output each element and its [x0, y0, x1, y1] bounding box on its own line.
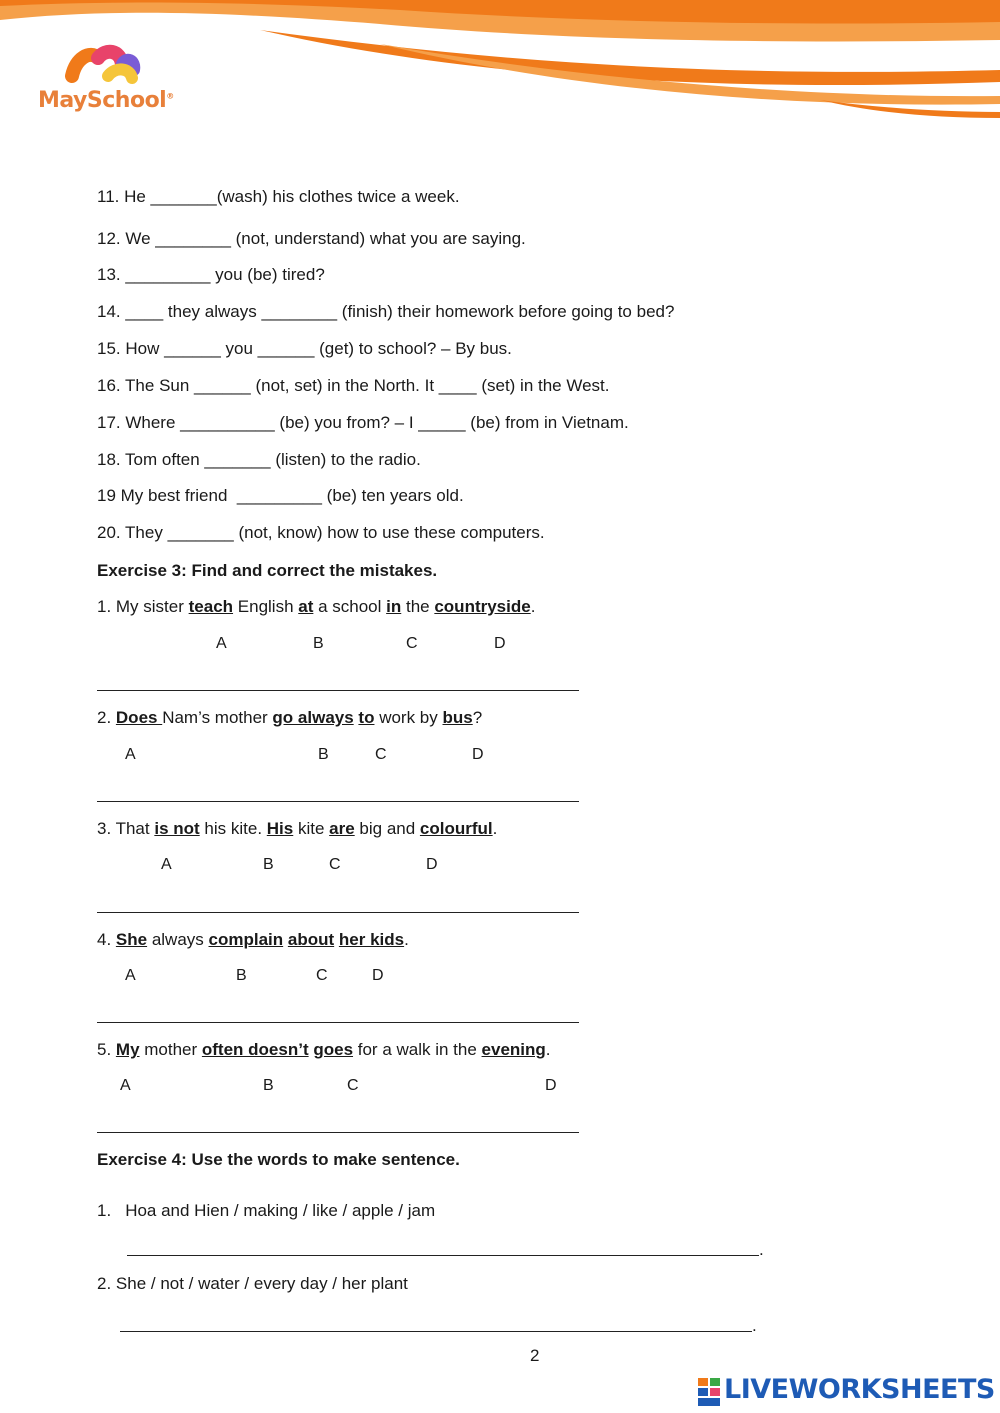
mayschool-logo-icon — [36, 38, 176, 128]
ex3-q1-option-a: A — [216, 635, 227, 652]
ex2-item-11: 11. He _______(wash) his clothes twice a week. — [97, 187, 460, 206]
ex2-item-19: 19 My best friend _________ (be) ten years old. — [97, 486, 464, 505]
ex3-q3-option-a: A — [161, 856, 172, 873]
ex2-item-15: 15. How ______ you ______ (get) to school? – By bus. — [97, 339, 512, 358]
ex2-item-13: 13. _________ you (be) tired? — [97, 265, 325, 284]
ex3-question-2: 2. Does Nam’s mother go always to work by bus? — [97, 708, 483, 727]
ex3-q5-option-c: C — [347, 1077, 359, 1094]
ex3-question-5: 5. My mother often doesn’t goes for a walk in the evening. — [97, 1040, 551, 1059]
liveworksheets-logo-icon — [698, 1376, 722, 1408]
page-number: 2 — [530, 1346, 540, 1365]
ex3-q2-option-d: D — [472, 746, 484, 763]
ex4-q1-period: . — [759, 1240, 764, 1259]
ex3-q1-option-b: B — [313, 635, 324, 652]
ex3-q2-option-b: B — [318, 746, 329, 763]
ex3-question-3: 3. That is not his kite. His kite are big and colourful. — [97, 819, 498, 838]
ex3-q3-option-b: B — [263, 856, 274, 873]
exercise-4-title: Exercise 4: Use the words to make sentence. — [97, 1150, 460, 1169]
ex4-q2-period: . — [752, 1316, 757, 1335]
ex3-question-1: 1. My sister teach English at a school in the countryside. — [97, 597, 536, 616]
ex3-q4-option-b: B — [236, 967, 247, 984]
ex2-item-16: 16. The Sun ______ (not, set) in the North. It ____ (set) in the West. — [97, 376, 610, 395]
ex4-question-2: 2. She / not / water / every day / her plant — [97, 1274, 408, 1293]
ex3-q2-option-a: A — [125, 746, 136, 763]
ex3-q2-answer-line[interactable] — [97, 801, 579, 802]
ex3-question-4: 4. She always complain about her kids. — [97, 930, 409, 949]
ex3-q1-answer-line[interactable] — [97, 690, 579, 691]
ex3-q3-answer-line[interactable] — [97, 912, 579, 913]
ex3-q5-option-a: A — [120, 1077, 131, 1094]
mayschool-logo-text: MaySchool® — [38, 88, 174, 113]
ex3-q3-option-c: C — [329, 856, 341, 873]
ex3-q4-option-c: C — [316, 967, 328, 984]
ex3-q4-option-a: A — [125, 967, 136, 984]
ex3-q3-option-d: D — [426, 856, 438, 873]
ex4-q2-answer-line[interactable] — [120, 1331, 752, 1332]
liveworksheets-brand-text: LIVEWORKSHEETS — [724, 1374, 995, 1405]
ex3-q5-answer-line[interactable] — [97, 1132, 579, 1133]
ex3-q2-option-c: C — [375, 746, 387, 763]
ex2-item-18: 18. Tom often _______ (listen) to the radio. — [97, 450, 421, 469]
ex3-q1-option-c: C — [406, 635, 418, 652]
ex3-q4-answer-line[interactable] — [97, 1022, 579, 1023]
ex2-item-12: 12. We ________ (not, understand) what you are saying. — [97, 229, 526, 248]
ex3-q4-option-d: D — [372, 967, 384, 984]
ex4-q1-answer-line[interactable] — [127, 1255, 759, 1256]
ex3-q5-option-d: D — [545, 1077, 557, 1094]
ex2-item-17: 17. Where __________ (be) you from? – I _____ (be) from in Vietnam. — [97, 413, 629, 432]
ex3-q1-option-d: D — [494, 635, 506, 652]
ex4-question-1: 1. Hoa and Hien / making / like / apple / jam — [97, 1201, 436, 1220]
ex2-item-14: 14. ____ they always ________ (finish) their homework before going to bed? — [97, 302, 675, 321]
exercise-3-title: Exercise 3: Find and correct the mistakes. — [97, 561, 438, 580]
ex3-q5-option-b: B — [263, 1077, 274, 1094]
ex2-item-20: 20. They _______ (not, know) how to use these computers. — [97, 523, 545, 542]
